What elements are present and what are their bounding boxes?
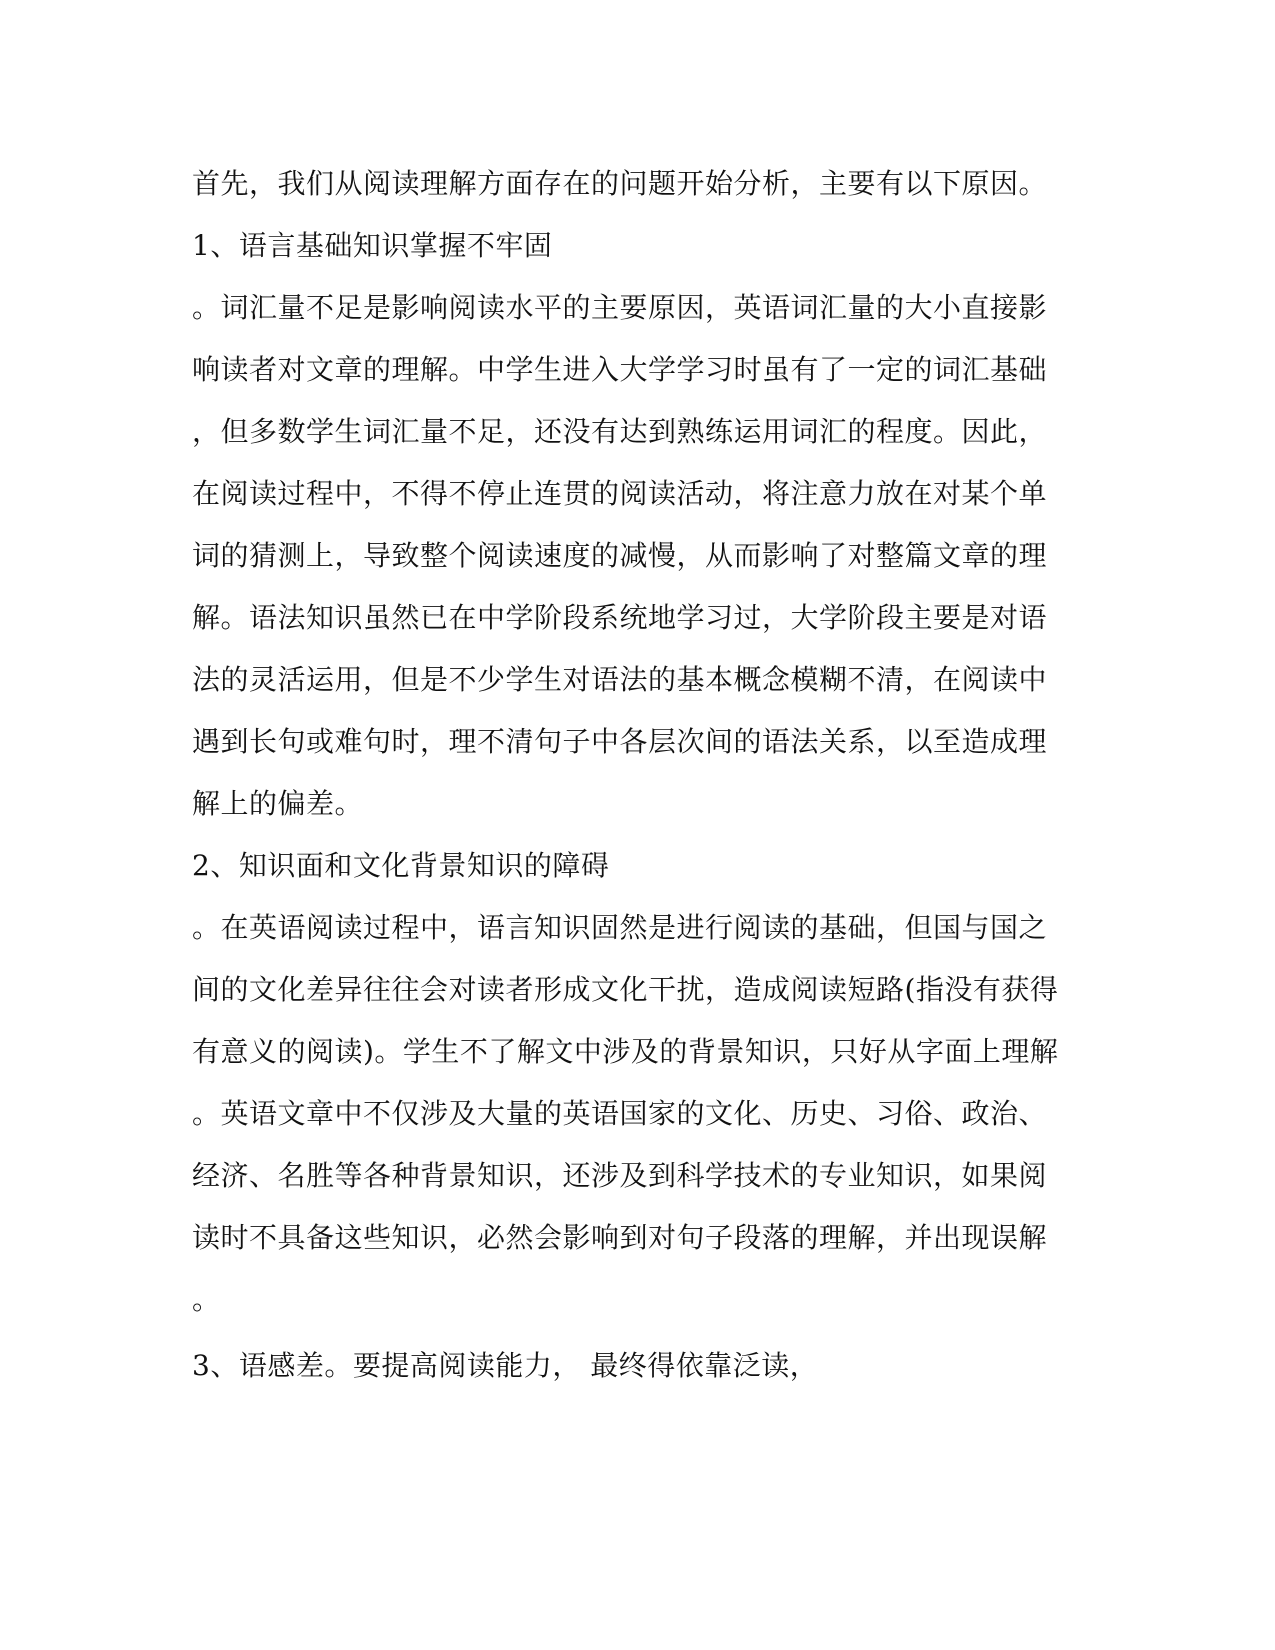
text-line: 解。语法知识虽然已在中学阶段系统地学习过，大学阶段主要是对语 xyxy=(192,601,1048,634)
text-line: 有意义的阅读)。学生不了解文中涉及的背景知识，只好从字面上理解 xyxy=(192,1035,1059,1068)
text-line: 法的灵活运用，但是不少学生对语法的基本概念模糊不清，在阅读中 xyxy=(192,663,1048,696)
text-line: 经济、名胜等各种背景知识，还涉及到科学技术的专业知识，如果阅 xyxy=(192,1159,1048,1192)
text-line: 在阅读过程中，不得不停止连贯的阅读活动，将注意力放在对某个单 xyxy=(192,477,1048,510)
section-heading: 2、知识面和文化背景知识的障碍 xyxy=(192,849,610,882)
text-line: 首先，我们从阅读理解方面存在的问题开始分析，主要有以下原因。 xyxy=(192,167,1048,200)
text-line: 读时不具备这些知识，必然会影响到对句子段落的理解，并出现误解 xyxy=(192,1221,1048,1254)
text-line: 。词汇量不足是影响阅读水平的主要原因，英语词汇量的大小直接影 xyxy=(192,291,1048,324)
section-heading: 1、语言基础知识掌握不牢固 xyxy=(192,229,553,262)
text-line: 间的文化差异往往会对读者形成文化干扰，造成阅读短路(指没有获得 xyxy=(192,973,1059,1006)
text-line: 。英语文章中不仅涉及大量的英语国家的文化、历史、习俗、政治、 xyxy=(192,1097,1048,1130)
text-line: ，但多数学生词汇量不足，还没有达到熟练运用词汇的程度。因此， xyxy=(192,415,1048,448)
text-line: 响读者对文章的理解。中学生进入大学学习时虽有了一定的词汇基础 xyxy=(192,353,1048,386)
text-line: 。在英语阅读过程中，语言知识固然是进行阅读的基础，但国与国之 xyxy=(192,911,1048,944)
section-heading: 3、语感差。要提高阅读能力， 最终得依靠泛读， xyxy=(192,1349,819,1382)
text-line: 词的猜测上，导致整个阅读速度的减慢，从而影响了对整篇文章的理 xyxy=(192,539,1048,572)
text-line: 遇到长句或难句时，理不清句子中各层次间的语法关系，以至造成理 xyxy=(192,725,1048,758)
text-line: 解上的偏差。 xyxy=(192,787,364,820)
text-line: 。 xyxy=(192,1283,221,1316)
